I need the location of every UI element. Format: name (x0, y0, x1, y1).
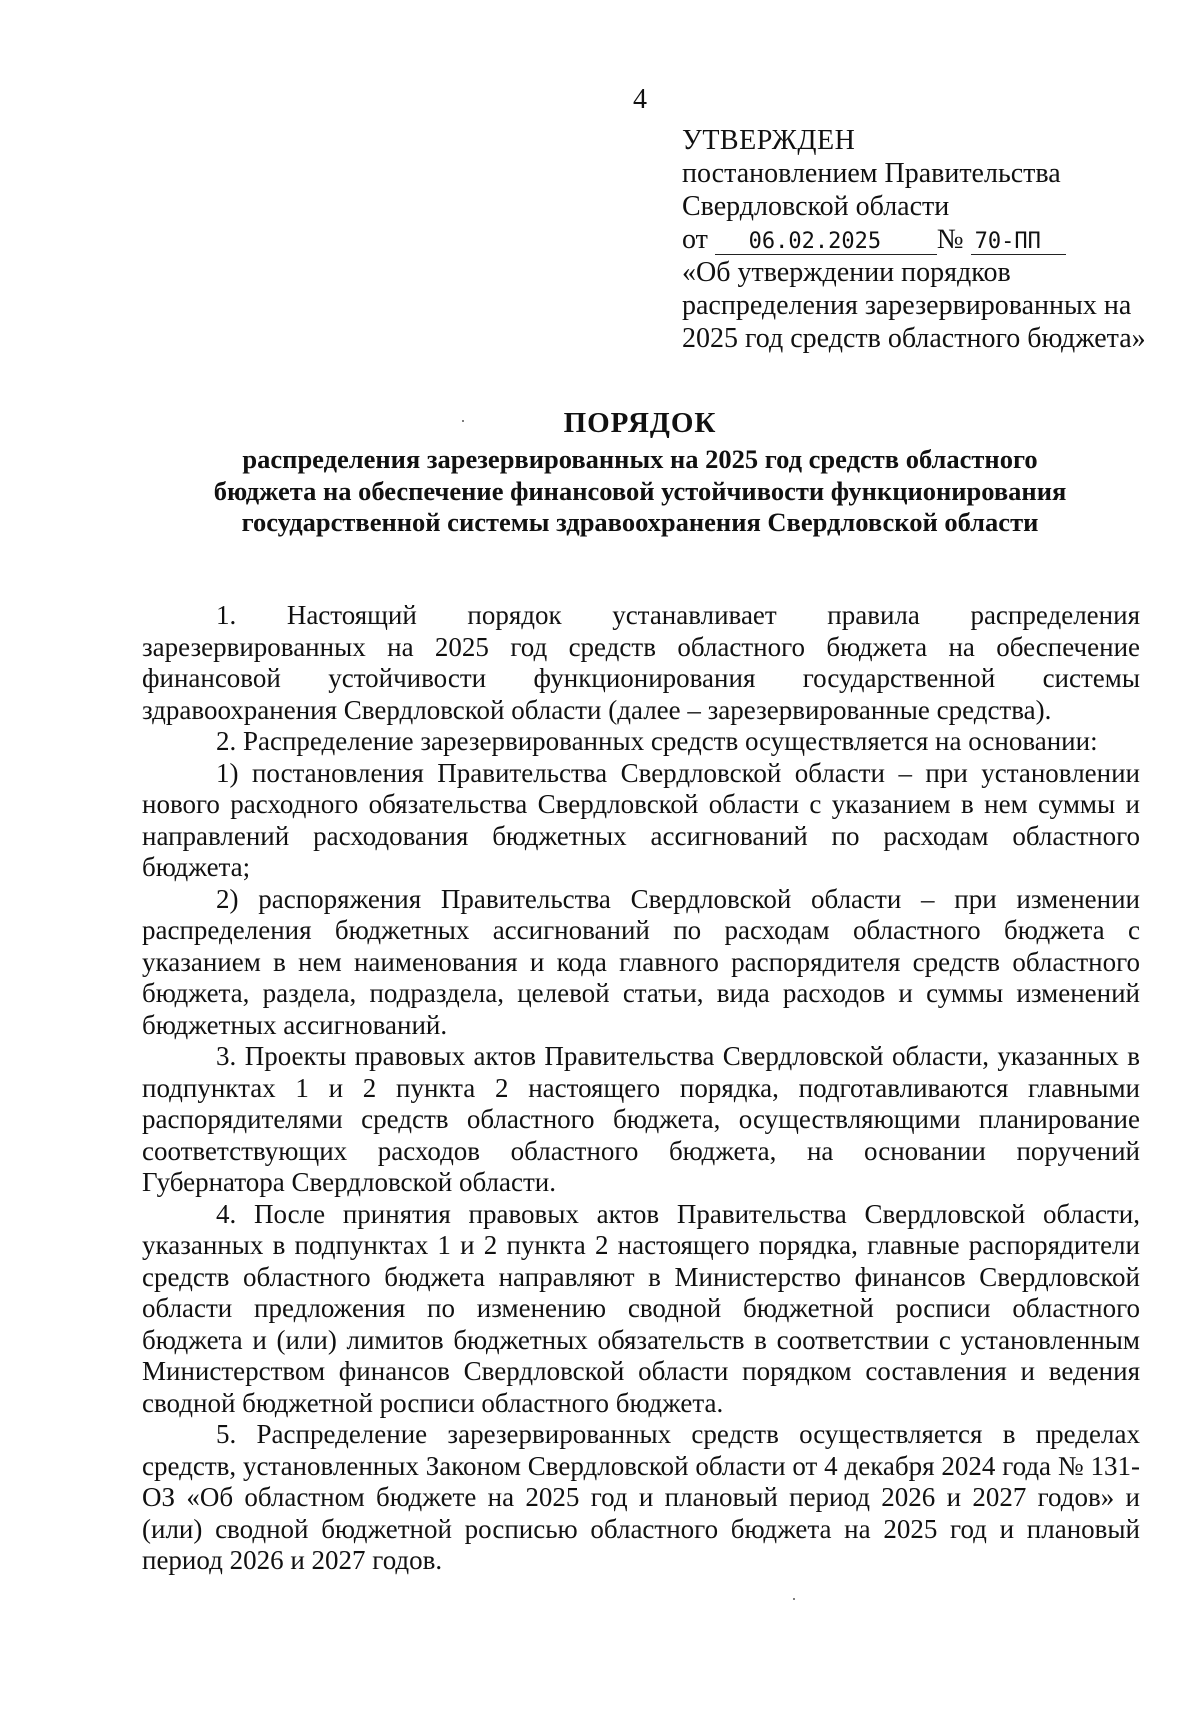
approval-heading: УТВЕРЖДЕН (682, 125, 856, 156)
date-prefix: от (682, 224, 708, 255)
document-title-block (0, 406, 1200, 539)
page-number: 4 (633, 84, 647, 115)
paragraph-4: 4. После принятия правовых актов Правительства Свердловской области, указанных в подпунктах 1 и 2 пункта 2 настоящего порядка, главные распорядители средств областного бюджета направляют в Министерство финансов Свердловской области предложения по изменению сводной бюджетной росписи областного бюджета и (или) лимитов бюджетных обязательств в соответствии с установленным Министерством финансов Свердловской области порядком составления и ведения сводной бюджетной росписи областного бюджета. (142, 1198, 1140, 1418)
paragraph-3: 3. Проекты правовых актов Правительства Свердловской области, указанных в подпунктах 1 и 2 пункта 2 настоящего порядка, подготавливаются главными распорядителями средств областного бюджета, осуществляющими планирование соответствующих расходов областного бюджета, на основании поручений Губернатора Свердловской области. (142, 1041, 1140, 1197)
scan-speck (793, 1598, 795, 1600)
approval-quote-line-3: 2025 год средств областного бюджета» (682, 323, 1146, 354)
paragraph-2-subitem-1: 1) постановления Правительства Свердловской области – при установлении нового расходного обязательства Свердловской области с указанием в нем суммы и направлений расходования бюджетных ассигнований по расходам областного бюджета; (142, 757, 1140, 882)
paragraph-2: 2. Распределение зарезервированных средств осуществляется на основании: (216, 726, 1098, 756)
approval-line-1: постановлением Правительства (682, 158, 1061, 189)
paragraph-5: 5. Распределение зарезервированных средств осуществляется в пределах средств, установленных Законом Свердловской области от 4 декабря 2024 года № 131-ОЗ «Об областном бюджете на 2025 год и плановый период 2026 и 2027 годов» и (или) сводной бюджетной росписью областного бюджета на 2025 год и плановый период 2026 и 2027 годов. (142, 1419, 1140, 1575)
approval-quote-line-2: распределения зарезервированных на (682, 290, 1132, 321)
approval-date-line (682, 223, 1182, 256)
document-title: ПОРЯДОК (563, 407, 717, 439)
number-prefix: № (936, 224, 964, 255)
document-body (142, 600, 1140, 1577)
paragraph-2-subitem-2: 2) распоряжения Правительства Свердловской области – при изменении распределения бюджетных ассигнований по расходам областного бюджета с указанием в нем наименования и кода главного распорядителя средств областного бюджета, раздела, подраздела, целевой статьи, вида расходов и суммы изменений бюджетных ассигнований. (142, 883, 1140, 1040)
decree-date: 06.02.2025 (715, 230, 937, 255)
decree-number: 70-ПП (971, 230, 1066, 255)
document-subtitle: распределения зарезервированных на 2025 год средств областного бюджета на обеспечение финансовой устойчивости функционирования государственной системы здравоохранения Свердловской области (213, 444, 1067, 537)
approval-quote-line-1: «Об утверждении порядков (682, 257, 1011, 288)
paragraph-1: 1. Настоящий порядок устанавливает правила распределения зарезервированных на 2025 год средств областного бюджета на обеспечение финансовой устойчивости функционирования государственной системы здравоохранения Свердловской области (далее – зарезервированные средства). (142, 600, 1140, 725)
approval-line-2: Свердловской области (682, 191, 950, 222)
approval-stamp (682, 124, 1182, 355)
